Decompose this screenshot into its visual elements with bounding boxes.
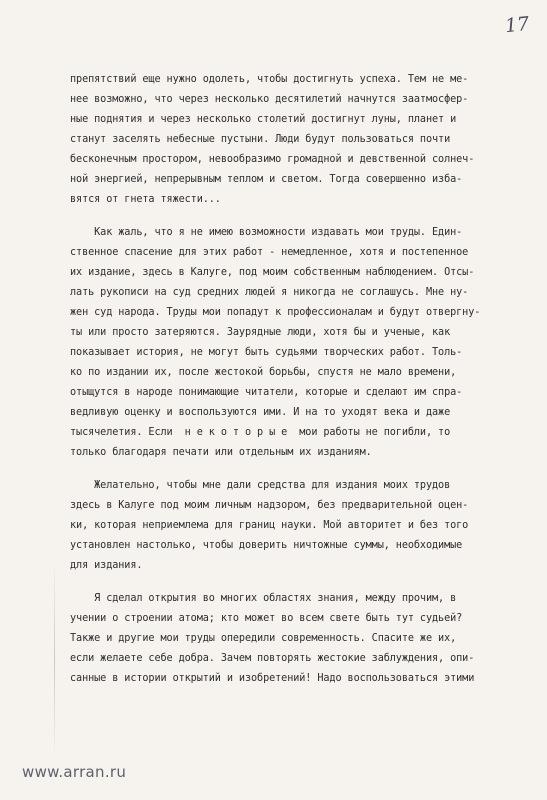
text-line: ственное спасение для этих работ - немедленное, хотя и постепенное — [70, 247, 469, 258]
text-line: их издание, здесь в Калуге, под моим собственным наблюдением. Отсы- — [70, 267, 475, 278]
text-line: только благодаря печати или отдельным их изданиям. — [70, 447, 372, 458]
text-line: Желательно, чтобы мне дали средства для издания моих трудов — [70, 480, 451, 491]
text-line: нее возможно, что через несколько десятилетий начнутся заатмосфер- — [70, 94, 469, 105]
text-line: санные в истории открытий и изобретений! Надо воспользоваться этими — [70, 673, 475, 684]
text-line: Как жаль, что я не имею возможности издавать мои труды. Един- — [70, 227, 463, 238]
paragraph — [70, 223, 530, 463]
text-line: ко по издании их, после жестокой борьбы, спустя не мало времени, — [70, 367, 457, 378]
text-line: лать рукописи на суд средних людей я никогда не соглашусь. Мне ну- — [70, 287, 469, 298]
text-line: ведливую оценку и воспользуются ими. И на то уходят века и даже — [70, 407, 451, 418]
text-line: ной энергией, непрерывным теплом и светом. Тогда совершенно изба- — [70, 174, 463, 185]
text-line: отыщутся в народе понимающие читатели, которые и сделают им спра- — [70, 387, 463, 398]
typewritten-text-body — [70, 70, 530, 702]
text-line: Также и другие мои труды опередили современность. Спасите же их, — [70, 633, 457, 644]
paper-fold-mark — [54, 560, 55, 760]
text-line: показывает история, не могут быть судьями творческих работ. Толь- — [70, 347, 463, 358]
paragraph — [70, 476, 530, 576]
text-line: ки, которая неприемлема для границ науки. Мой авторитет и без того — [70, 520, 469, 531]
text-line: вятся от гнета тяжести... — [70, 194, 221, 205]
text-line: учении о строении атома; кто может во всем свете быть тут судьей? — [70, 613, 463, 624]
text-line: ты или просто затеряются. Заурядные люди, хотя бы и ученые, как — [70, 327, 451, 338]
text-line: ные поднятия и через несколько столетий достигнут луны, планет и — [70, 114, 457, 125]
page-number: 17 — [503, 12, 531, 38]
text-line: установлен настолько, чтобы доверить ничтожные суммы, необходимые — [70, 540, 463, 551]
paragraph — [70, 70, 530, 210]
site-watermark: www.arran.ru — [22, 763, 127, 781]
text-line: препятствий еще нужно одолеть, чтобы достигнуть успеха. Тем не ме- — [70, 74, 469, 85]
text-line: для издания. — [70, 560, 143, 571]
text-line: здесь в Калуге под моим личным надзором, без предварительной оцен- — [70, 500, 469, 511]
text-line: Я сделал открытия во многих областях знания, между прочим, в — [70, 593, 457, 604]
text-line: бесконечным простором, невообразимо громадной и девственной солнеч- — [70, 154, 475, 165]
paragraph — [70, 589, 530, 689]
text-line: станут заселять небесные пустыни. Люди будут пользоваться почти — [70, 134, 451, 145]
text-line: тысячелетия. Если н е к о т о р ы е мои работы не погибли, то — [70, 427, 451, 438]
text-line: если желаете себе добра. Зачем повторять жестокие заблуждения, опи- — [70, 653, 475, 664]
text-line: жен суд народа. Труды мои попадут к профессионалам и будут отвергну- — [70, 307, 481, 318]
